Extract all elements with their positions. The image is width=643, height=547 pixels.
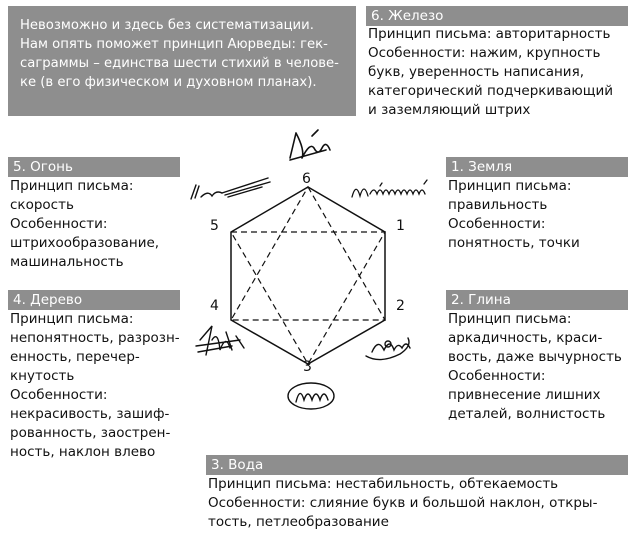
clay-line: деталей, волнистость <box>448 406 606 422</box>
vertex-label-3: 3 <box>303 359 312 375</box>
vertex-label-4: 4 <box>210 298 219 314</box>
fire-line: машинальность <box>10 254 124 270</box>
fire-line: штрихообразование, <box>10 235 160 251</box>
clay-header: 2. Глина <box>446 290 628 310</box>
intro-line: Невозможно и здесь без систематизации. <box>20 18 314 33</box>
water-line: Особенности: слияние букв и большой наклон, откры- <box>208 495 598 511</box>
water-line: Принцип письма: нестабильность, обтекаемость <box>208 476 559 492</box>
clay-line: Особенности: <box>448 368 546 384</box>
iron-line: Принцип письма: авторитарность <box>368 26 611 42</box>
vertex-label-2: 2 <box>396 298 405 314</box>
iron-line: Особенности: нажим, крупность <box>368 45 601 61</box>
signature-wood-icon <box>196 326 244 355</box>
wood-line: кнутость <box>10 368 75 384</box>
intro-line: ке (в его физическом и духовном планах). <box>20 75 317 90</box>
iron-line: категорический подчеркивающий <box>368 83 614 99</box>
signature-fire-icon <box>191 178 270 199</box>
vertex-label-1: 1 <box>396 218 405 234</box>
wood-line: некрасивость, зашиф- <box>10 406 170 422</box>
wood-line: непонятность, разрозн- <box>10 330 180 346</box>
wood-header: 4. Дерево <box>8 290 180 310</box>
wood-line: енность, перечер- <box>10 349 140 365</box>
signature-clay-icon <box>366 338 410 360</box>
wood-line: Особенности: <box>10 387 108 403</box>
hexagon-outline <box>231 187 385 364</box>
fire-header: 5. Огонь <box>8 157 180 177</box>
signature-iron-icon <box>290 130 330 160</box>
clay-line: привнесение лишних <box>448 387 601 403</box>
clay-line: Принцип письма: <box>448 311 572 327</box>
vertex-label-6: 6 <box>302 171 311 187</box>
signature-water-icon <box>288 383 334 409</box>
wood-line: ность, наклон влево <box>10 444 156 460</box>
vertex-label-5: 5 <box>210 218 219 234</box>
intro-line: Нам опять поможет принцип Аюрведы: гек- <box>20 37 328 52</box>
fire-line: Особенности: <box>10 216 108 232</box>
triangle-up-dashed <box>231 187 385 320</box>
earth-line: понятность, точки <box>448 235 580 251</box>
iron-line: и заземляющий штрих <box>368 102 531 118</box>
water-header: 3. Вода <box>206 455 628 475</box>
earth-header: 1. Земля <box>446 157 628 177</box>
clay-line: вость, даже вычурность <box>448 349 622 365</box>
fire-line: скорость <box>10 197 74 213</box>
iron-header: 6. Железо <box>366 6 628 26</box>
iron-line: букв, уверенность написания, <box>368 64 584 80</box>
wood-line: Принцип письма: <box>10 311 134 327</box>
earth-line: Особенности: <box>448 216 546 232</box>
earth-line: правильность <box>448 197 548 213</box>
water-line: тость, петлеобразование <box>208 514 389 530</box>
clay-line: аркадичность, краси- <box>448 330 603 346</box>
wood-line: рованность, заострен- <box>10 425 171 441</box>
earth-line: Принцип письма: <box>448 178 572 194</box>
triangle-down-dashed <box>231 232 385 364</box>
signature-earth-icon <box>352 180 427 197</box>
fire-line: Принцип письма: <box>10 178 134 194</box>
intro-line: саграммы – единства шести стихий в челове- <box>20 56 339 71</box>
